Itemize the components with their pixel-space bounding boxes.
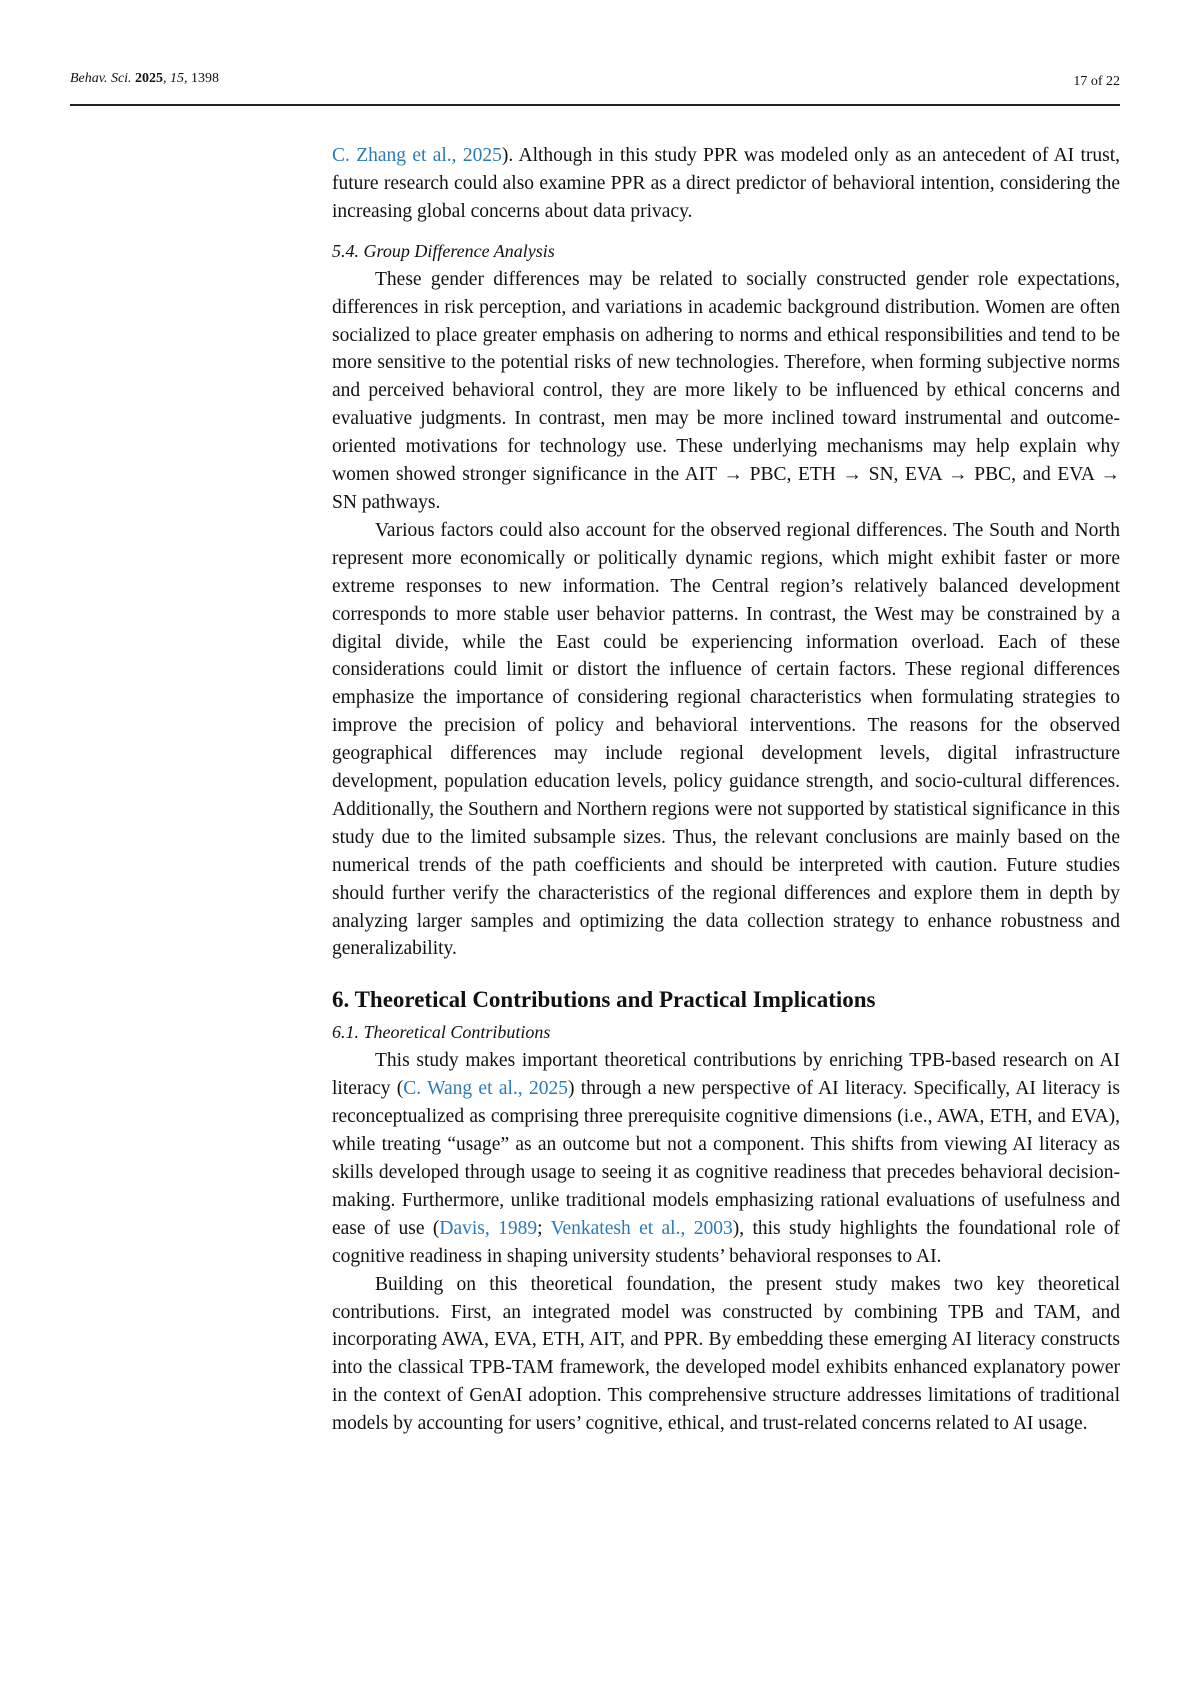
paragraph-theoretical-contributions: This study makes important theoretical contributions by enriching TPB-based research on AI literacy (C. Wang et al., 2025) through a new perspective of AI literacy. Specifically, AI literacy is reconceptualized as comprising three prerequisite cognitive dimensions (i.e., AWA, ETH, and EVA), while treating “usage” as an outcome but not a component. This shifts from viewing AI literacy as skills developed through usage to seeing it as cognitive readiness that precedes behavioral decision-making. Furthermore, unlike traditional models emphasizing rational evaluations of usefulness and ease of use (Davis, 1989; Venkatesh et al., 2003), this study highlights the foundational role of cognitive readiness in shaping university students’ behavioral responses to AI. (332, 1050, 1121, 1267)
paragraph-regional-differences: Various factors could also account for the observed regional differences. The South and North represent more economically or politically dynamic regions, which might exhibit faster or more extreme responses to new information. The Central region’s relatively balanced development corresponds to more stable user behavior patterns. In contrast, the West may be constrained by a digital divide, while the East could be experiencing information overload. Each of these considerations could limit or distort the influence of certain factors. These regional differences emphasize the importance of considering regional characteristics when formulating strategies to improve the precision of policy and behavioral interventions. The reasons for the observed geographical differences may include regional development levels, digital infrastructure development, population education levels, policy guidance strength, and socio-cultural differences. Additionally, the Southern and Northern regions were not supported by statistical significance in this study due to the limited subsample sizes. Thus, the relevant conclusions are mainly based on the numerical trends of the path coefficients and should be interpreted with caution. Future studies should further verify the characteristics of the regional differences and explore them in depth by analyzing larger samples and optimizing the data collection strategy to enhance robustness and generalizability. (332, 519, 1120, 960)
journal-citation: Behav. Sci. 2025, 15, 1398 (70, 71, 220, 86)
citation-link-zhang[interactable]: C. Zhang et al., 2025 (332, 145, 502, 166)
article-number: 1398 (191, 71, 220, 86)
citation-link-wang[interactable]: C. Wang et al., 2025 (403, 1078, 568, 1100)
page-indicator: 17 of 22 (1073, 74, 1120, 89)
article-body (332, 142, 1120, 1438)
paragraph-gender-differences: These gender differences may be related to socially constructed gender role expectations, differences in risk perception, and variations in academic background distribution. Women are often socialized to place greater emphasis on adhering to norms and ethical responsibilities and tend to be more sensitive to the potential risks of new technologies. Therefore, when forming subjective norms and perceived behavioral control, they are more likely to be influenced by ethical concerns and evaluative judgments. In contrast, men may be more inclined toward instrumental and outcome-oriented motivations for technology use. These underlying mechanisms may help explain why women showed stronger significance in the AIT → PBC, ETH → SN, EVA → PBC, and EVA → SN pathways. (332, 268, 1120, 513)
subsection-heading-6-1: 6.1. Theoretical Contributions (332, 1022, 551, 1043)
journal-volume: 15 (170, 71, 185, 86)
citation-link-davis[interactable]: Davis, 1989 (439, 1217, 538, 1239)
journal-abbrev: Behav. Sci. (70, 71, 132, 86)
subsection-heading-5-4: 5.4. Group Difference Analysis (332, 240, 555, 261)
citation-link-venkatesh[interactable]: Venkatesh et al., 2003 (550, 1217, 733, 1239)
journal-year: 2025 (135, 71, 164, 86)
continued-paragraph: C. Zhang et al., 2025). Although in this study PPR was modeled only as an antecedent of AI trust, future research could also examine PPR as a direct predictor of behavioral intention, considering the increasing global concerns about data privacy. (332, 145, 1121, 222)
section-heading-6: 6. Theoretical Contributions and Practical Implications (332, 987, 876, 1013)
running-header (70, 66, 1120, 106)
paragraph-key-contributions: Building on this theoretical foundation, the present study makes two key theoretical contributions. First, an integrated model was constructed by combining TPB and TAM, and incorporating AWA, EVA, ETH, AIT, and PPR. By embedding these emerging AI literacy constructs into the classical TPB-TAM framework, the developed model exhibits enhanced explanatory power in the context of GenAI adoption. This comprehensive structure addresses limitations of traditional models by accounting for users’ cognitive, ethical, and trust-related concerns related to AI usage. (332, 1273, 1120, 1435)
